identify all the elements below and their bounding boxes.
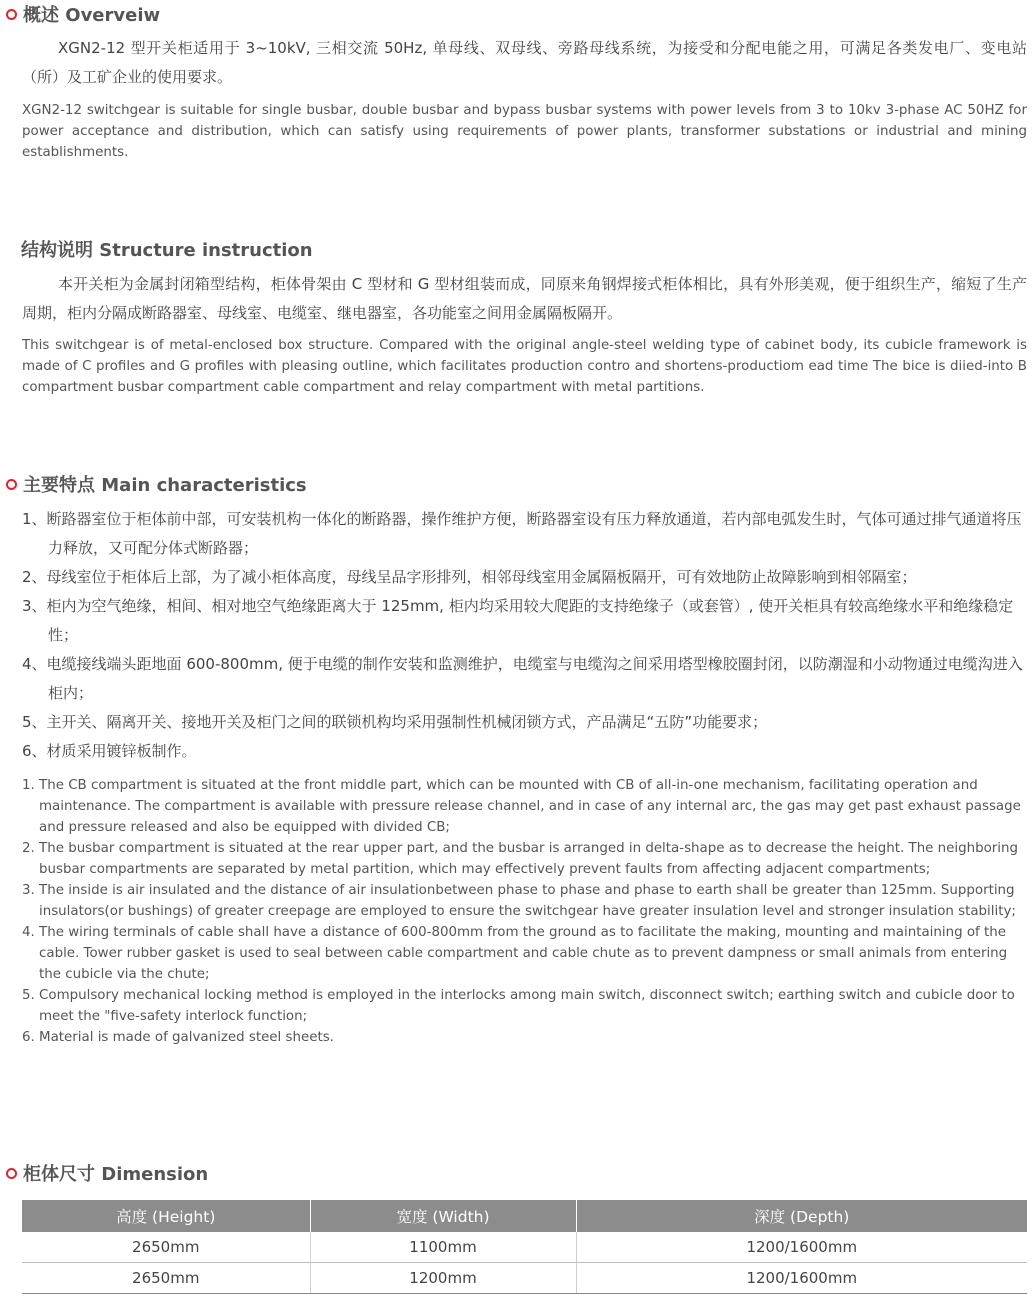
overview-heading: 概述 Overveiw [6, 0, 160, 28]
table-cell: 1200/1600mm [576, 1232, 1027, 1263]
table-row [22, 1263, 1027, 1294]
table-cell: 2650mm [22, 1263, 310, 1294]
list-item: 4、电缆接线端头距地面 600-800mm, 便于电缆的制作安装和监测维护，电缆室与电缆沟之间采用塔型橡胶圈封闭，以防潮湿和小动物通过电缆沟进入柜内； [22, 655, 1023, 702]
table-cell: 2650mm [22, 1232, 310, 1263]
circle-bullet-icon [6, 479, 17, 490]
table-cell: 1200mm [310, 1263, 576, 1294]
list-item: 1. The CB compartment is situated at the front middle part, which can be mounted with CB of all-in-one mechanism, facilitating operation and maintenance. The compartment is available with pressure release channel, and in case of any internal arc, the gas may get past exhaust passage and pressure released and also be equipped with divided CB; [22, 778, 1021, 835]
column-header-width: 宽度 (Width) [310, 1200, 576, 1232]
list-item: 3、柜内为空气绝缘，相间、相对地空气绝缘距离大于 125mm, 柜内均采用较大爬距的支持绝缘子（或套管）, 使开关柜具有较高绝缘水平和绝缘稳定性； [22, 597, 1014, 644]
list-item: 4. The wiring terminals of cable shall have a distance of 600-800mm from the ground as to facilitate the making, mounting and maintaining of the cable. Tower rubber gasket is used to seal between cable compartment and cable chute as to prevent dampness or small animals from entering the cubicle via the chute; [22, 925, 1008, 982]
characteristics-heading: 主要特点 Main characteristics [6, 470, 307, 498]
dimension-heading: 柜体尺寸 Dimension [6, 1159, 208, 1187]
list-item: 5、主开关、隔离开关、接地开关及柜门之间的联锁机构均采用强制性机械闭锁方式，产品满足“五防”功能要求； [22, 713, 768, 731]
list-item: 2、母线室位于柜体后上部，为了减小柜体高度，母线呈品字形排列，相邻母线室用金属隔板隔开，可有效地防止故障影响到相邻隔室； [22, 568, 917, 586]
dimension-table [22, 1200, 1027, 1294]
table-row [22, 1232, 1027, 1263]
overview-en-paragraph: XGN2-12 switchgear is suitable for single busbar, double busbar and bypass busbar systems with power levels from 3 to 10kv 3-phase AC 50HZ for power acceptance and distribution, which can satisfy using requirements of power plants, transformer substations or industrial and mining establishments. [22, 103, 1027, 160]
structure-en-paragraph: This switchgear is of metal-enclosed box structure. Compared with the original angle-steel welding type of cabinet body, its cubicle framework is made of C profiles and G profiles with pleasing outline, which facilitates production contro and shortens-productiom ead time The bice is diied-into B compartment busbar compartment cable compartment and relay compartment with metal partitions. [22, 338, 1027, 395]
list-item: 6、材质采用镀锌板制作。 [22, 742, 197, 760]
characteristics-en-list [22, 775, 1027, 1048]
table-header-row [22, 1200, 1027, 1232]
list-item: 6. Material is made of galvanized steel sheets. [22, 1030, 334, 1045]
list-item: 5. Compulsory mechanical locking method is employed in the interlocks among main switch, disconnect switch; earthing switch and cubicle door to meet the "five-safety interlock function; [22, 988, 1015, 1024]
overview-zh-paragraph: XGN2-12 型开关柜适用于 3~10kV, 三相交流 50Hz, 单母线、双母线、旁路母线系统，为接受和分配电能之用，可满足各类发电厂、变电站（所）及工矿企业的使用要求。 [22, 39, 1027, 86]
column-header-height: 高度 (Height) [22, 1200, 310, 1232]
circle-bullet-icon [6, 1168, 17, 1179]
list-item: 2. The busbar compartment is situated at the rear upper part, and the busbar is arranged in delta-shape as to decrease the height. The neighboring busbar compartments are separated by metal partition, which may effectively prevent faults from affecting adjacent compartments; [22, 841, 1019, 877]
characteristics-zh-list [22, 505, 1027, 766]
table-cell: 1100mm [310, 1232, 576, 1263]
structure-zh-paragraph: 本开关柜为金属封闭箱型结构，柜体骨架由 C 型材和 G 型材组装而成，同原来角钢焊接式柜体相比，具有外形美观，便于组织生产，缩短了生产周期，柜内分隔成断路器室、母线室、电缆室、继电器室，各功能室之间用金属隔板隔开。 [22, 275, 1027, 322]
structure-heading: 结构说明 Structure instruction [21, 240, 313, 261]
table-cell: 1200/1600mm [576, 1263, 1027, 1294]
column-header-depth: 深度 (Depth) [576, 1200, 1027, 1232]
circle-bullet-icon [6, 9, 17, 20]
list-item: 1、断路器室位于柜体前中部，可安装机构一体化的断路器，操作维护方便，断路器室设有压力释放通道，若内部电弧发生时，气体可通过排气通道将压力释放，又可配分体式断路器； [22, 510, 1022, 557]
list-item: 3. The inside is air insulated and the distance of air insulationbetween phase to phase and phase to earth shall be greater than 125mm. Supporting insulators(or bushings) of greater creepage are employed to ensure the switchgear have greater insulation level and stronger insulation stability; [22, 883, 1016, 919]
